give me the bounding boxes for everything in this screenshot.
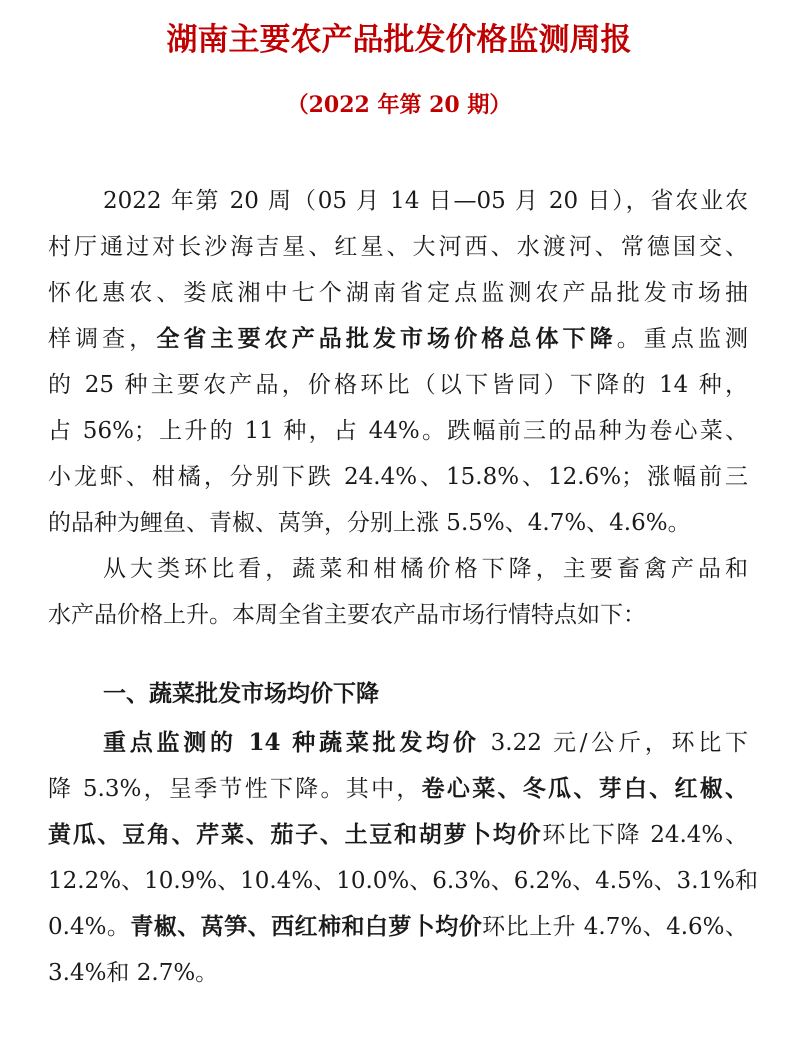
text-run: 0.4%。 <box>48 914 131 940</box>
bold-text: 卷心菜、冬瓜、芽白、红椒、 <box>421 775 749 802</box>
paragraph-1-line-1: 2022 年第 20 周（05 月 14 日—05 月 20 日），省农业农 <box>103 188 748 214</box>
text-run: 。重点监测 <box>616 326 749 352</box>
section-1-line-1 <box>103 728 748 758</box>
paragraph-1-line-3: 怀化惠农、娄底湘中七个湖南省定点监测农产品批发市场抽 <box>48 280 748 306</box>
text-run: 样调查， <box>48 326 157 352</box>
paragraph-1-line-5: 的 25 种主要农产品，价格环比（以下皆同）下降的 14 种， <box>48 372 748 398</box>
section-1-line-3 <box>48 820 748 850</box>
paragraph-1-line-2: 村厅通过对长沙海吉星、红星、大河西、水渡河、常德国交、 <box>48 234 748 260</box>
issue-number: （2022 年第 20 期） <box>286 92 512 118</box>
paragraph-1-line-8: 的品种为鲤鱼、青椒、莴笋，分别上涨 5.5%、4.7%、4.6%。 <box>48 510 691 536</box>
section-1-line-6: 3.4%和 2.7%。 <box>48 960 219 986</box>
paragraph-2-line-2: 水产品价格上升。本周全省主要农产品市场行情特点如下： <box>48 602 646 628</box>
paragraph-2-line-1: 从大类环比看，蔬菜和柑橘价格下降，主要畜禽产品和 <box>103 556 748 582</box>
section-1-line-5 <box>48 912 748 942</box>
bold-text: 重点监测的 14 种蔬菜批发均价 <box>103 729 480 756</box>
paragraph-1-line-7: 小龙虾、柑橘，分别下跌 24.4%、15.8%、12.6%；涨幅前三 <box>48 464 748 490</box>
section-1-line-2 <box>48 774 748 804</box>
bold-text: 青椒、莴笋、西红柿和白萝卜均价 <box>130 913 483 940</box>
bold-text: 黄瓜、豆角、芹菜、茄子、土豆和胡萝卜均价 <box>48 821 543 848</box>
paragraph-1-line-4 <box>48 324 748 354</box>
section-1-line-4: 12.2%、10.9%、10.4%、10.0%、6.3%、6.2%、4.5%、3.1%和 <box>48 868 758 894</box>
text-run: 3.22 元/公斤，环比下 <box>479 730 748 756</box>
text-run: 环比上升 4.7%、4.6%、 <box>482 914 748 940</box>
bold-summary: 全省主要农产品批发市场价格总体下降 <box>156 325 617 352</box>
report-title: 湖南主要农产品批发价格监测周报 <box>166 22 632 58</box>
text-run: 环比下降 24.4%、 <box>542 822 748 848</box>
paragraph-1-line-6: 占 56%；上升的 11 种，占 44%。跌幅前三的品种为卷心菜、 <box>48 418 748 444</box>
text-run: 降 5.3%，呈季节性下降。其中， <box>48 776 422 802</box>
section-1-heading: 一、蔬菜批发市场均价下降 <box>103 681 379 707</box>
